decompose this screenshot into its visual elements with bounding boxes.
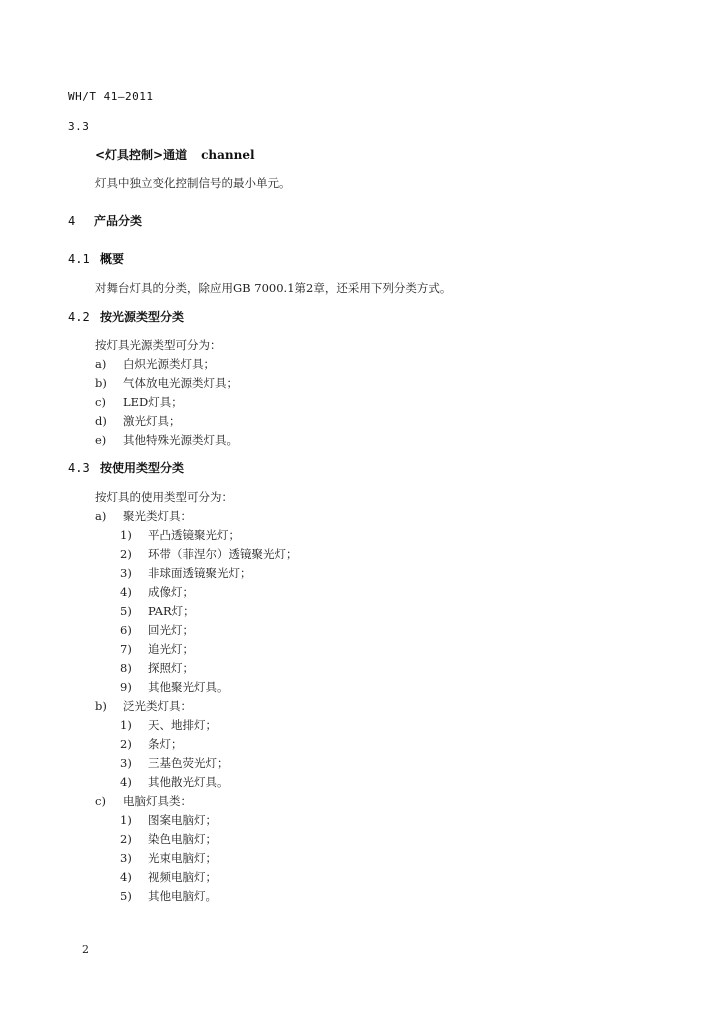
list-item: 5) PAR灯； (120, 604, 195, 618)
section-4-1-number: 4.1 (68, 252, 90, 266)
section-4-1-text: 对舞台灯具的分类，除应用GB 7000.1第2章，还采用下列分类方式。 (95, 281, 452, 295)
section-4-3-number: 4.3 (68, 461, 90, 475)
list-item: 4) 成像灯； (120, 585, 194, 599)
clause-3-3-term (95, 148, 255, 162)
section-4-2-title: 按光源类型分类 (100, 310, 185, 324)
list-group: b) 泛光类灯具： (95, 699, 192, 713)
list-item: 2) 条灯； (120, 737, 183, 751)
section-4-3-intro: 按灯具的使用类型可分为： (95, 490, 233, 504)
section-4-1-title: 概要 (100, 252, 125, 266)
list-item: 1) 平凸透镜聚光灯； (120, 528, 240, 542)
list-group: c) 电脑灯具类： (95, 794, 192, 808)
list-item: 4) 视频电脑灯； (120, 870, 217, 884)
list-item: 3) 光束电脑灯； (120, 851, 217, 865)
page-number: 2 (82, 943, 89, 956)
list-item: 1) 图案电脑灯； (120, 813, 217, 827)
list-group: a) 聚光类灯具： (95, 509, 192, 523)
section-4-heading (68, 214, 142, 228)
list-item: c) LED灯具； (95, 395, 183, 409)
section-4-number: 4 (68, 214, 76, 228)
list-item: d) 激光灯具； (95, 414, 181, 428)
list-item: 4) 其他散光灯具。 (120, 775, 229, 789)
section-4-1-heading (68, 252, 124, 266)
term-en: channel (201, 148, 255, 162)
list-item: 2) 环带（菲涅尔）透镜聚光灯； (120, 547, 298, 561)
list-item: 9) 其他聚光灯具。 (120, 680, 229, 694)
list-item: e) 其他特殊光源类灯具。 (95, 433, 238, 447)
section-4-2-heading (68, 310, 184, 324)
list-item: 8) 探照灯； (120, 661, 194, 675)
clause-3-3-definition: 灯具中独立变化控制信号的最小单元。 (95, 176, 291, 190)
term-zh: <灯具控制>通道 (95, 148, 188, 162)
list-item: 6) 回光灯； (120, 623, 194, 637)
list-item: 3) 非球面透镜聚光灯； (120, 566, 252, 580)
list-item: 2) 染色电脑灯； (120, 832, 217, 846)
list-item: a) 白炽光源类灯具； (95, 357, 215, 371)
list-item: 5) 其他电脑灯。 (120, 889, 217, 903)
section-4-2-number: 4.2 (68, 310, 90, 324)
clause-3-3-number: 3.3 (68, 120, 90, 133)
section-4-title: 产品分类 (94, 214, 143, 228)
list-item: 3) 三基色荧光灯； (120, 756, 229, 770)
section-4-2-intro: 按灯具光源类型可分为： (95, 338, 222, 352)
section-4-3-heading (68, 461, 184, 475)
standard-id: WH/T 41—2011 (68, 90, 154, 103)
list-item: 7) 追光灯； (120, 642, 194, 656)
section-4-3-title: 按使用类型分类 (100, 461, 185, 475)
list-item: b) 气体放电光源类灯具； (95, 376, 238, 390)
list-item: 1) 天、地排灯； (120, 718, 217, 732)
